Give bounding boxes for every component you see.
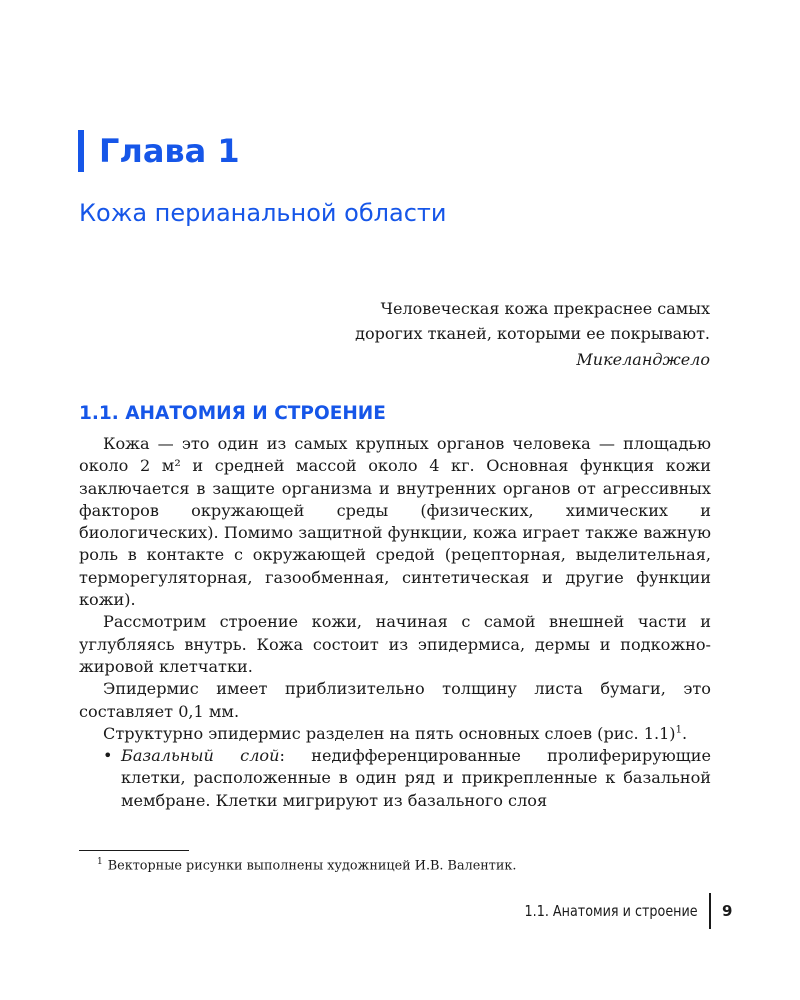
chapter-title: Глава 1 — [99, 132, 240, 170]
footnote-divider — [79, 850, 189, 851]
chapter-subtitle: Кожа перианальной области — [79, 199, 447, 227]
chapter-accent-bar — [78, 130, 84, 172]
epigraph — [190, 296, 710, 372]
epigraph-line: дорогих тканей, которыми ее покрывают. — [355, 324, 710, 343]
paragraph: Кожа — это один из самых крупных органов человека — площадью около 2 м² и средней массой около 4 кг. Основная функция кожи заключается в защите организма и внутренних органов от агрессивных факторов окружающей среды (физических, химических и биологических). Помимо защитной функции, кожа играет также важную роль в контакте с окружающей средой (рецепторная, выделительная, терморегуляторная, газообменная, синтетическая и другие функции кожи). — [79, 434, 711, 610]
bullet-term: Базальный слой — [121, 746, 280, 766]
bullet-text: : недифференцированные пролиферирующие клетки, расположенные в один ряд и прикрепленные к базальной мембране. Клетки мигрируют из базального слоя — [121, 746, 711, 810]
bullet-item — [79, 745, 711, 812]
bullet-marker: • — [103, 746, 113, 766]
paragraph: Эпидермис имеет приблизительно толщину листа бумаги, это составляет 0,1 мм. — [79, 679, 711, 721]
paragraph-text: Структурно эпидермис разделен на пять основных слоев (рис. 1.1) — [103, 723, 676, 743]
footnote-ref[interactable]: 1 — [675, 724, 682, 736]
body-text — [79, 433, 711, 812]
page-number-divider — [709, 893, 711, 929]
epigraph-line: Человеческая кожа прекраснее самых — [380, 299, 710, 318]
running-header: 1.1. Анатомия и строение — [524, 902, 698, 920]
footnote-number: 1 — [97, 857, 103, 867]
paragraph — [79, 723, 711, 745]
paragraph: Рассмотрим строение кожи, начиная с самой внешней части и углубляясь внутрь. Кожа состоит из эпидермиса, дермы и подкожно-жировой клетчатки. — [79, 612, 711, 676]
footnote — [97, 853, 517, 875]
footnote-text: Векторные рисунки выполнены художницей И.В. Валентик. — [107, 858, 517, 874]
epigraph-author: Микеланджело — [576, 350, 710, 369]
paragraph-end: . — [681, 723, 688, 743]
section-heading: 1.1. АНАТОМИЯ И СТРОЕНИЕ — [79, 403, 386, 424]
page-number: 9 — [722, 902, 733, 920]
